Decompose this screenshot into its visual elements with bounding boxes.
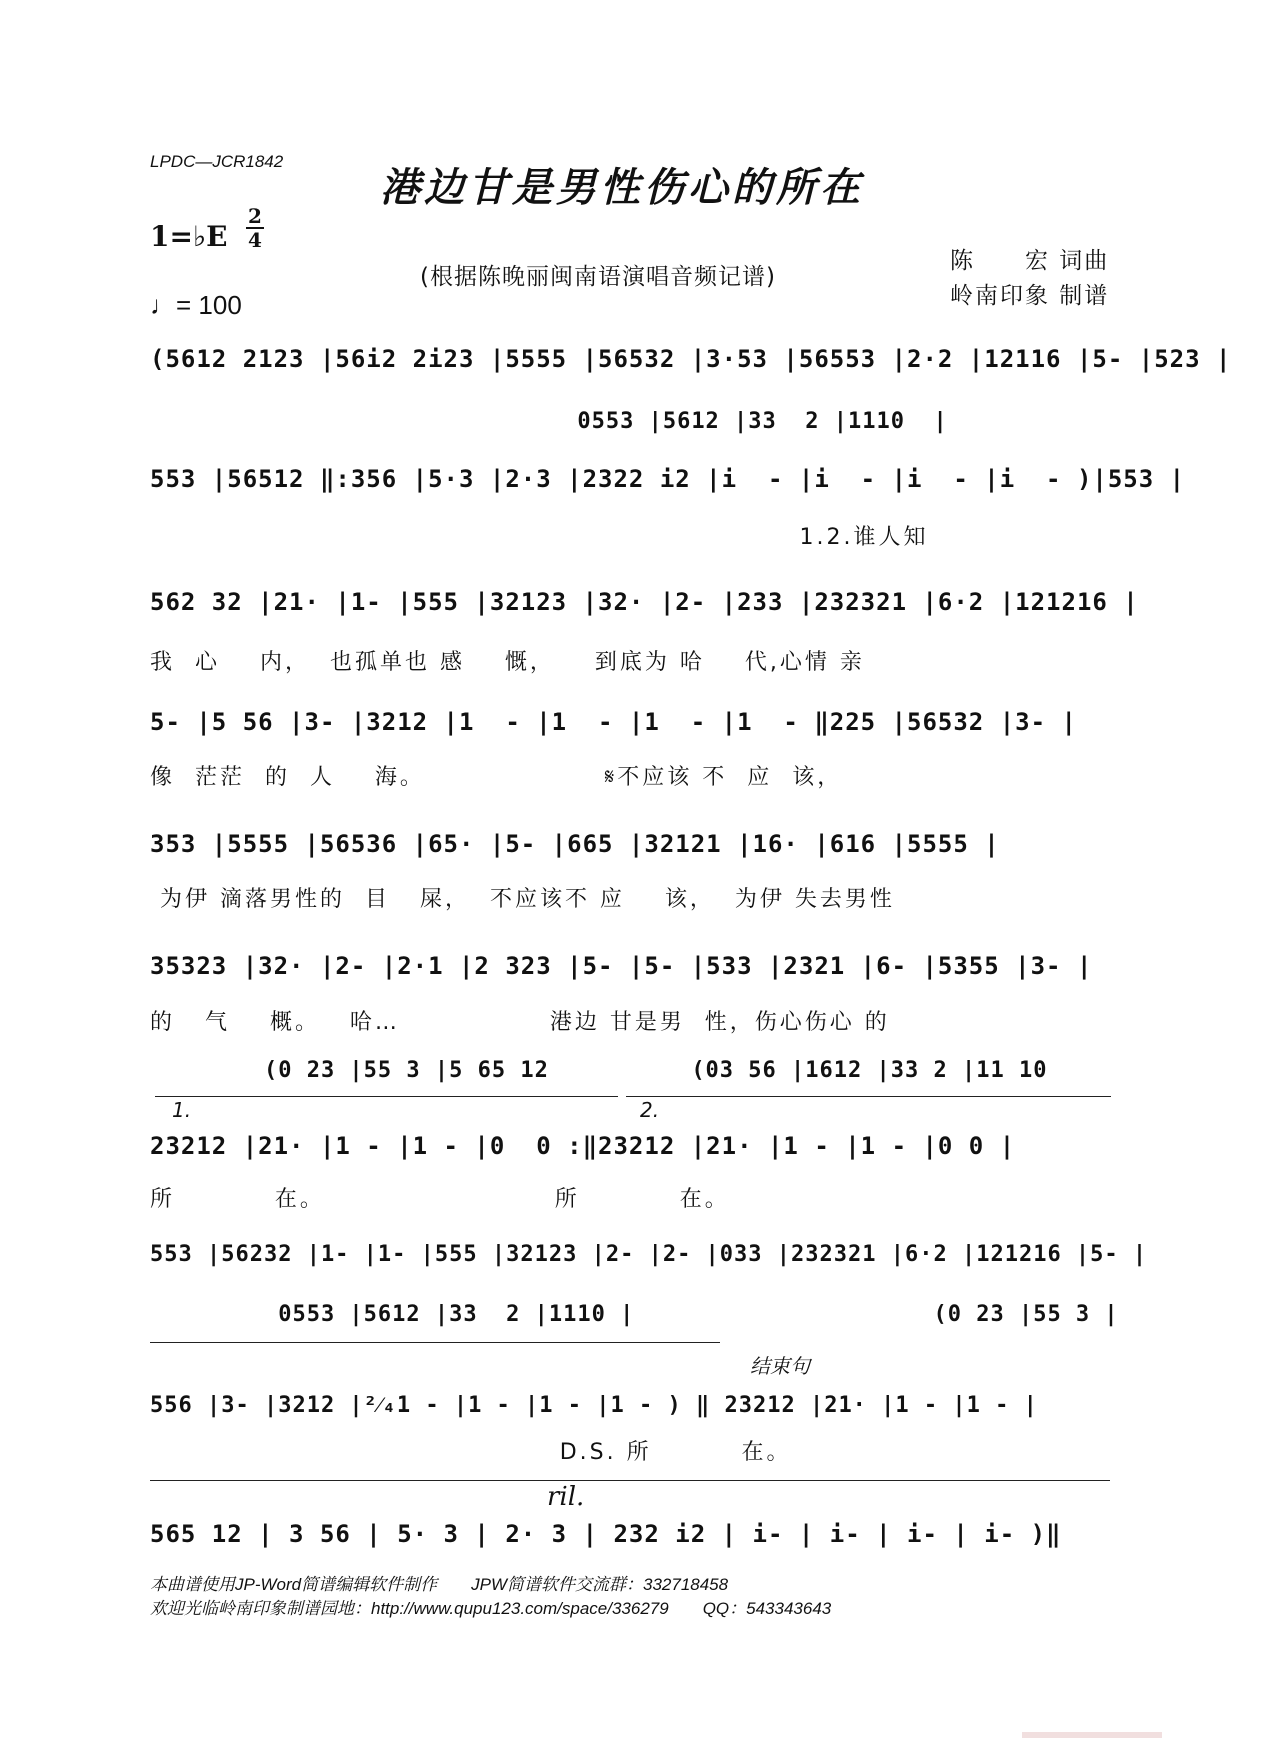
score-row-10: 565 12 | 3 56 | 5· 3 | 2· 3 | 232 i2 | i- | i- | i- | i- )‖ [150, 1520, 1062, 1548]
tempo-marking: ♩= 100 [150, 290, 242, 320]
time-signature-bottom: 4 [248, 228, 262, 252]
time-signature-top: 2 [248, 204, 262, 228]
score-row-4: 5- |5 56 |3- |3212 |1 - |1 - |1 - |1 - ‖225 |56532 |3- | [150, 708, 1077, 736]
score-row-8-accompaniment: 0553 |5612 |33 2 |1110 | (0 23 |55 3 | [150, 1302, 1119, 1327]
footer-line-1: 本曲谱使用JP-Word简谱编辑软件制作 JPW简谱软件交流群：332718458 [150, 1575, 729, 1594]
score-row-1: (5612 2123 |56i2 2i23 |5555 |56532 |3·53 |56553 |2·2 |12116 |5- |523 | [150, 345, 1232, 373]
credit-lyrics-music: 陈 宏 词曲 [950, 248, 1110, 274]
subtitle: (根据陈晚丽闽南语演唱音频记谱) [420, 264, 776, 290]
score-row-7: 23212 |21· |1 - |1 - |0 0 :‖23212 |21· |1 - |1 - |0 0 | [150, 1132, 1016, 1160]
section-rule [150, 1342, 720, 1343]
lyrics-row-3: 我 心 内， 也孤单也 感 慨， 到底为 哈 代,心情 亲 [150, 650, 865, 675]
time-signature [246, 206, 264, 250]
score-row-6: 35323 |32· |2- |2·1 |2 323 |5- |5- |533 |2321 |6- |5355 |3- | [150, 952, 1093, 980]
score-row-2: 553 |56512 ‖:356 |5·3 |2·3 |2322 i2 |i - |i - |i - |i - )|553 | [150, 465, 1186, 493]
score-row-3: 562 32 |21· |1- |555 |32123 |32· |2- |233 |232321 |6·2 |121216 | [150, 588, 1139, 616]
score-row-9: 556 |3- |3212 |²⁄₄1 - |1 - |1 - |1 - ) ‖ 23212 |21· |1 - |1 - | [150, 1393, 1038, 1418]
score-code: LPDC—JCR1842 [150, 152, 284, 171]
lyrics-row-5: 为伊 滴落男性的 目 屎， 不应该不 应 该， 为伊 失去男性 [150, 887, 895, 912]
second-ending-label: 2. [640, 1098, 660, 1122]
lyrics-row-9: D.S. 所 在。 [150, 1440, 792, 1465]
song-title: 港边甘是男性伤心的所在 [380, 164, 864, 211]
lyrics-row-6: 的 气 概。 哈… 港边 甘是男 性，伤心伤心 的 [150, 1010, 890, 1035]
score-row-2-accompaniment: 0553 |5612 |33 2 |1110 | [150, 409, 948, 434]
first-ending-bracket [155, 1096, 618, 1097]
ritardando-mark: ril. [547, 1482, 585, 1512]
final-section-rule [150, 1480, 1110, 1481]
footer-line-2: 欢迎光临岭南印象制谱园地：http://www.qupu123.com/space/336279 QQ：543343643 [150, 1599, 832, 1618]
score-row-5: 353 |5555 |56536 |65· |5- |665 |32121 |16· |616 |5555 | [150, 830, 1000, 858]
score-row-8: 553 |56232 |1- |1- |555 |32123 |2- |2- |033 |232321 |6·2 |121216 |5- | [150, 1242, 1148, 1267]
lyrics-row-2: 1.2.谁人知 [150, 525, 929, 550]
lyrics-row-4: 像 茫茫 的 人 海。 𝄋不应该 不 应 该， [150, 765, 843, 790]
second-ending-bracket [626, 1096, 1111, 1097]
score-row-7-accompaniment: (0 23 |55 3 |5 65 12 (03 56 |1612 |33 2 |11 10 [150, 1058, 1048, 1083]
key-signature: 1=♭E [150, 220, 228, 253]
coda-label: 结束句 [750, 1354, 810, 1378]
lyrics-row-7: 所 在。 所 在。 [150, 1187, 730, 1212]
watermark-strip [1022, 1732, 1162, 1738]
first-ending-label: 1. [172, 1098, 192, 1122]
credit-arranger: 岭南印象 制谱 [950, 283, 1110, 309]
